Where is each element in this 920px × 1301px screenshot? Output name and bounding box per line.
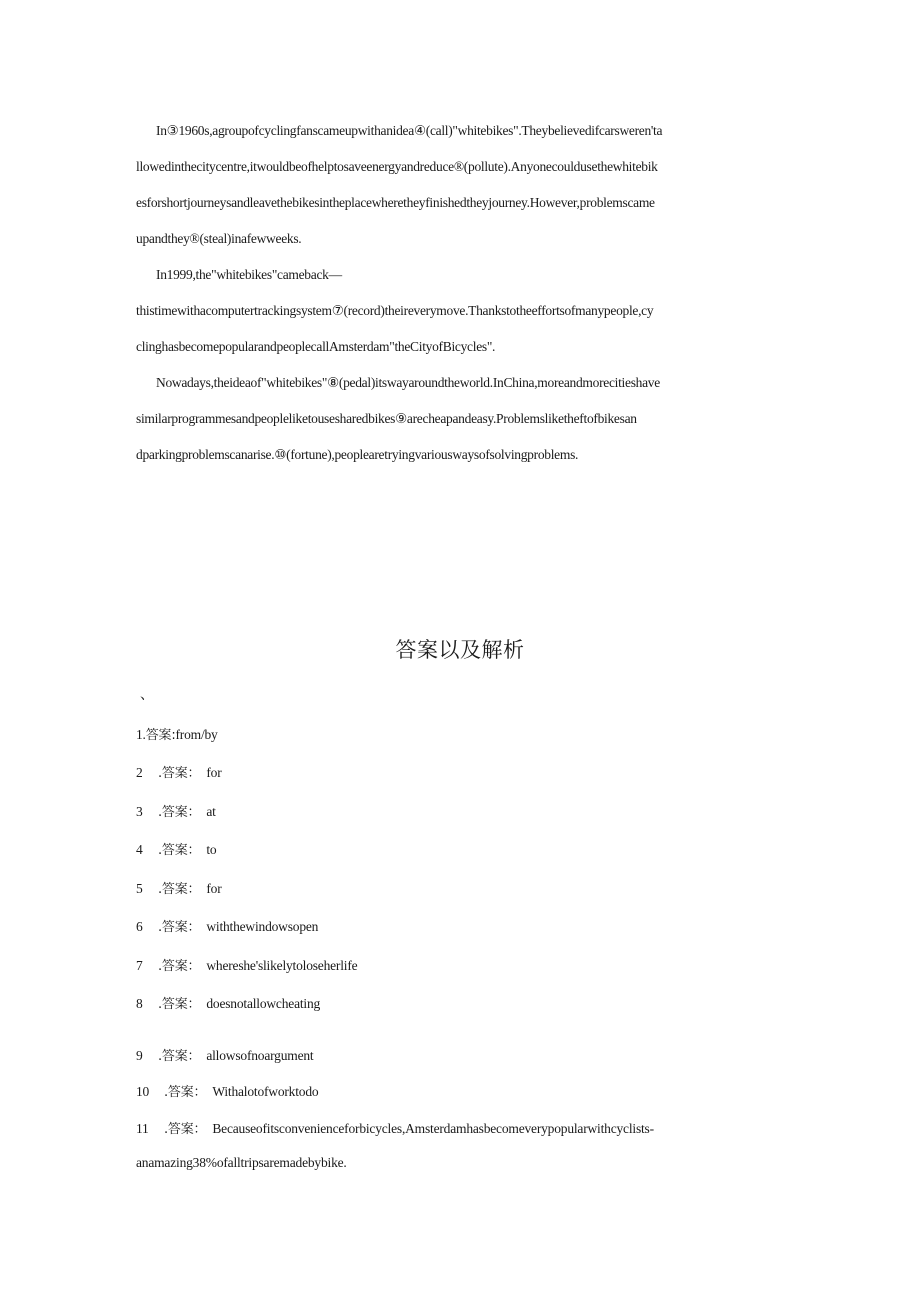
- answer-label: .答案：: [164, 1122, 207, 1137]
- answer-label: .答案：: [158, 997, 201, 1012]
- answer-value: from/by: [175, 727, 218, 742]
- answer-number: 1.: [136, 727, 146, 742]
- answer-number: 2: [136, 765, 143, 780]
- answer-value: anamazing38%ofalltripsaremadebybike.: [136, 1155, 347, 1170]
- answer-value: whereshe'slikelytoloseherlife: [206, 958, 358, 973]
- answer-number: 4: [136, 842, 143, 857]
- passage-line: thistimewithacomputertrackingsystem⑦(record)theireverymove.Thankstotheeffortsofmanypeople,cy: [136, 303, 654, 318]
- answer-item: [136, 1081, 318, 1100]
- passage-line: Nowadays,theideaof"whitebikes"⑧(pedal)itswayaroundtheworld.InChina,moreandmorecitieshave: [156, 375, 660, 390]
- answer-item: [136, 724, 218, 743]
- passage-line: dparkingproblemscanarise.⑩(fortune),peoplearetryingvariouswaysofsolvingproblems.: [136, 447, 579, 462]
- answers-title: 答案以及解析: [395, 638, 525, 662]
- answer-item: [136, 839, 216, 858]
- answer-value: for: [206, 765, 222, 780]
- passage-line: similarprogrammesandpeopleliketousesharedbikes⑨arecheapandeasy.Problemsliketheftofbikesan: [136, 411, 637, 426]
- answer-value: Becauseofitsconvenienceforbicycles,Amsterdamhasbecomeverypopularwithcyclists-: [212, 1121, 654, 1136]
- answer-value: to: [206, 842, 217, 857]
- answer-label: .答案：: [158, 1049, 201, 1064]
- passage-line: llowedinthecitycentre,itwouldbeofhelptosaveenergyandreduce®(pollute).Anyonecouldusethewhitebik: [136, 159, 658, 174]
- answer-item: [136, 916, 318, 935]
- answer-number: 8: [136, 996, 143, 1011]
- answer-item: [136, 993, 320, 1012]
- answer-number: 5: [136, 881, 143, 896]
- answer-label: .答案：: [158, 920, 201, 935]
- answer-value: withthewindowsopen: [206, 919, 319, 934]
- answer-number: 11: [136, 1121, 149, 1136]
- answer-item: [136, 801, 216, 820]
- answer-label: 答案:: [145, 728, 176, 743]
- answer-value: for: [206, 881, 222, 896]
- passage-line: esforshortjourneysandleavethebikesintheplacewheretheyfinishedtheyjourney.However,problemscame: [136, 195, 655, 210]
- answer-item: [136, 1118, 654, 1137]
- passage-line: upandthey®(steal)inafewweeks.: [136, 231, 302, 246]
- answer-value: Withalotofworktodo: [212, 1084, 319, 1099]
- answer-value: doesnotallowcheating: [206, 996, 321, 1011]
- list-mark: 、: [140, 688, 154, 703]
- answer-value: at: [206, 804, 216, 819]
- passage-line: In1999,the"whitebikes"cameback—: [156, 267, 342, 282]
- answer-number: 9: [136, 1048, 143, 1063]
- answer-continuation: [136, 1155, 347, 1171]
- passage-line: In③1960s,agroupofcyclingfanscameupwithanidea④(call)"whitebikes".Theybelievedifcarsweren'ta: [156, 123, 663, 138]
- answer-value: allowsofnoargument: [206, 1048, 314, 1063]
- answer-label: .答案：: [164, 1085, 207, 1100]
- answer-number: 3: [136, 804, 143, 819]
- answer-label: .答案：: [158, 882, 201, 897]
- answer-number: 7: [136, 958, 143, 973]
- answer-number: 10: [136, 1084, 150, 1099]
- answer-label: .答案：: [158, 959, 201, 974]
- answer-item: [136, 762, 222, 781]
- answer-label: .答案：: [158, 843, 201, 858]
- answer-number: 6: [136, 919, 143, 934]
- answer-item: [136, 955, 357, 974]
- answer-label: .答案：: [158, 805, 201, 820]
- answer-item: [136, 878, 222, 897]
- answer-label: .答案：: [158, 766, 201, 781]
- passage-line: clinghasbecomepopularandpeoplecallAmsterdam"theCityofBicycles".: [136, 339, 496, 354]
- answer-item: [136, 1045, 313, 1064]
